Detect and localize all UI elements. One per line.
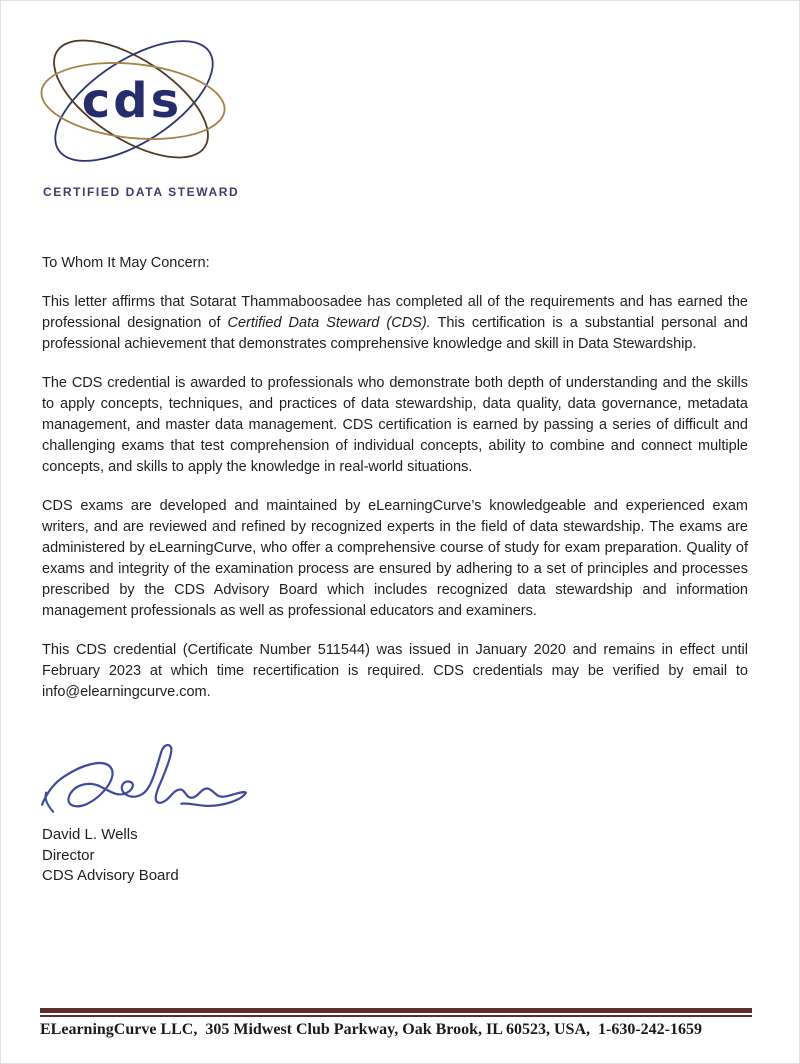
signature-block [37,741,249,887]
handwritten-signature-icon [37,741,249,817]
footer-rule-thin [40,1015,752,1017]
paragraph-validity: This CDS credential (Certificate Number 511544) was issued in January 2020 and remains in effect until February 2023 at which time recertification is required. CDS credentials may be verified by email to info@elearningcurve.com. [42,642,748,700]
certified-data-steward-wordmark: CERTIFIED DATA STEWARD [43,185,240,199]
paragraph-affirmation-text: This letter affirms that Sotarat Thammaboosadee has completed all of the requirements and has earned the professional designation of [42,294,748,331]
cds-logo [38,25,238,199]
cds-logo-text: cds [81,73,183,129]
paragraph-affirmation-continued: This certification is a substantial personal and professional achievement that demonstrates comprehensive knowledge and skill in Data Stewardship. [42,315,748,352]
signer-organization: CDS Advisory Board [42,867,179,884]
signer-title: Director [42,846,95,864]
cds-orbits-icon [38,25,228,175]
paragraph-exam-process: CDS exams are developed and maintained by eLearningCurve’s knowledgeable and experienced exam writers, and are reviewed and refined by recognized experts in the field of data stewardship. The exams are administered by eLearningCurve, who offer a comprehensive course of study for exam preparation. Quality of exams and integrity of the examination process are ensured by adhering to a set of principles and processes prescribed by the CDS Advisory Board which includes recognized data stewardship and information management professionals as well as professional educators and examiners. [42,498,748,619]
paragraph-credential-description: The CDS credential is awarded to professionals who demonstrate both depth of understanding and the skills to apply concepts, techniques, and practices of data stewardship, data quality, data governance, metadata management, and master data management. CDS certification is earned by passing a series of difficult and challenging exams that test comprehension of individual concepts, ability to combine and connect multiple concepts, and skills to apply the knowledge in real-world situations. [42,375,748,475]
letter-footer [40,1008,752,1039]
paragraph-affirmation [42,292,748,355]
signer-name: David L. Wells [42,826,138,843]
footer-contact-line: ELearningCurve LLC, 305 Midwest Club Parkway, Oak Brook, IL 60523, USA, 1-630-242-1659 [40,1021,702,1038]
salutation: To Whom It May Concern: [42,255,210,271]
credential-designation-italic: Certified Data Steward (CDS). [227,315,431,331]
letter-body [42,253,748,721]
